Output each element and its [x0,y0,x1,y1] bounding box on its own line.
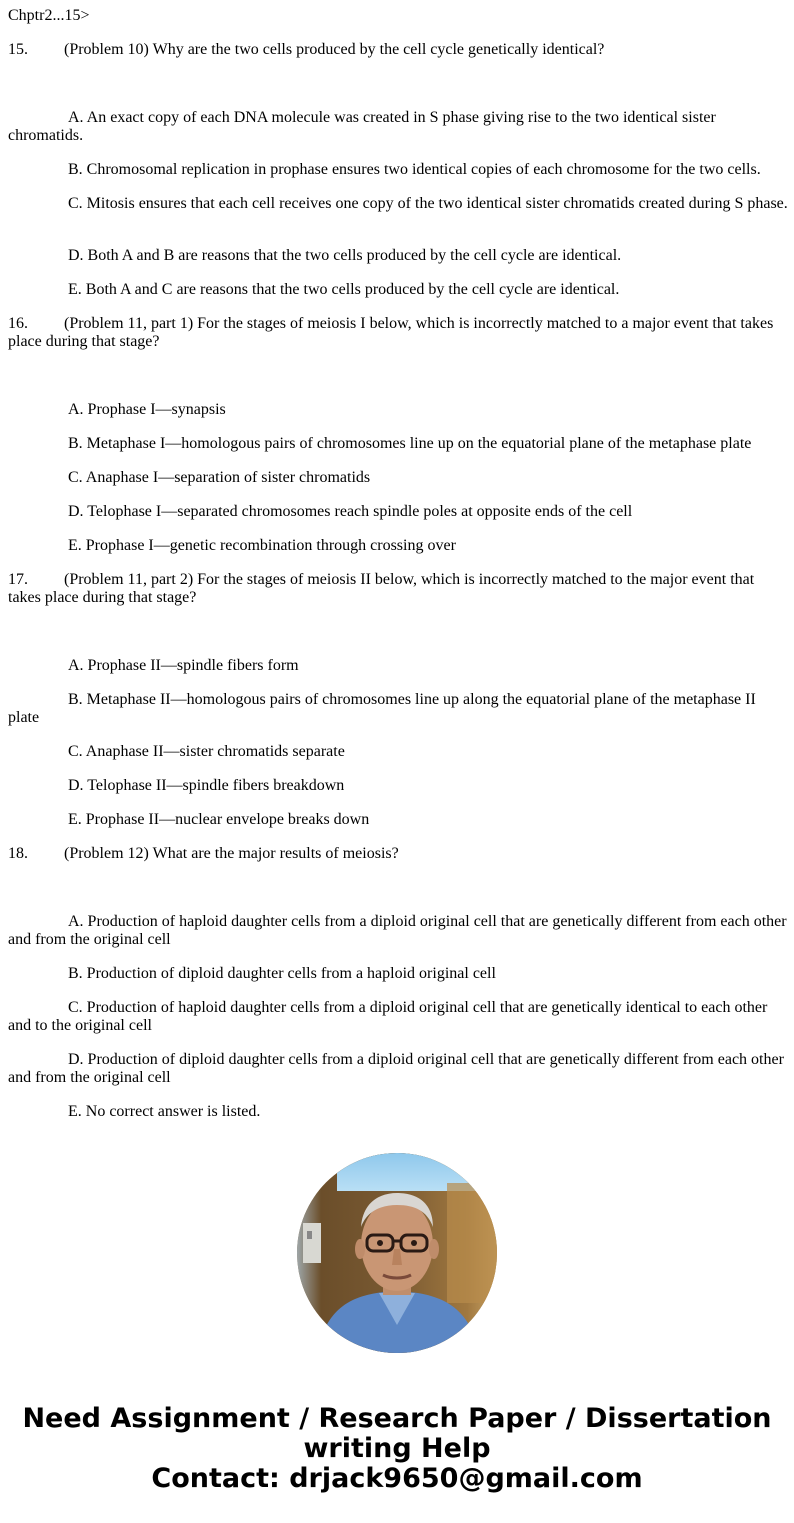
question-15 [8,41,788,59]
option-17-d: D. Telophase II—spindle fibers breakdown [68,777,345,794]
question-number: 18. [8,845,28,862]
option-18-d: D. Production of diploid daughter cells from a diploid original cell that are genetically different from each other and from the original cell [8,1051,784,1086]
question-16 [8,315,788,351]
promo-line-1: Need Assignment / Research Paper / Dissertation [22,1403,772,1434]
promo-line-2: writing Help [303,1433,491,1464]
question-text: (Problem 11, part 2) For the stages of meiosis II below, which is incorrectly matched to the major event that takes place during that stage? [8,571,755,606]
option-16-b: B. Metaphase I—homologous pairs of chromosomes line up on the equatorial plane of the metaphase plate [68,435,752,452]
option-15-d: D. Both A and B are reasons that the two cells produced by the cell cycle are identical. [68,247,622,264]
option-15-a: A. An exact copy of each DNA molecule was created in S phase giving rise to the two identical sister chromatids. [8,109,716,144]
question-text: (Problem 11, part 1) For the stages of meiosis I below, which is incorrectly matched to a major event that takes place during that stage? [8,315,774,350]
author-photo [297,1153,497,1353]
option-18-a: A. Production of haploid daughter cells from a diploid original cell that are genetically different from each other and from the original cell [8,913,787,948]
portrait-illustration [297,1153,497,1353]
option-17-a: A. Prophase II—spindle fibers form [68,657,299,674]
question-text: (Problem 10) Why are the two cells produced by the cell cycle genetically identical? [64,41,605,58]
question-17 [8,571,788,607]
option-15-e: E. Both A and C are reasons that the two cells produced by the cell cycle are identical. [68,281,620,298]
option-16-c: C. Anaphase I—separation of sister chromatids [68,469,371,486]
option-16-d: D. Telophase I—separated chromosomes reach spindle poles at opposite ends of the cell [68,503,633,520]
promo-contact: Contact: drjack9650@gmail.com [151,1463,643,1494]
option-17-e: E. Prophase II—nuclear envelope breaks down [68,811,370,828]
document-header: Chptr2...15> [8,7,90,24]
question-number: 16. [8,315,28,332]
option-18-b: B. Production of diploid daughter cells from a haploid original cell [68,965,496,982]
question-18 [8,845,788,863]
option-17-b: B. Metaphase II—homologous pairs of chromosomes line up along the equatorial plane of the metaphase II plate [8,691,756,726]
option-15-c: C. Mitosis ensures that each cell receives one copy of the two identical sister chromatids created during S phase. [68,195,788,212]
question-number: 15. [8,41,28,58]
option-16-a: A. Prophase I—synapsis [68,401,226,418]
question-text: (Problem 12) What are the major results of meiosis? [64,845,399,862]
promo-footer [0,1404,794,1494]
option-16-e: E. Prophase I—genetic recombination through crossing over [68,537,456,554]
option-17-c: C. Anaphase II—sister chromatids separate [68,743,345,760]
option-18-e: E. No correct answer is listed. [68,1103,261,1120]
option-18-c: C. Production of haploid daughter cells from a diploid original cell that are genetically identical to each other and to the original cell [8,999,768,1034]
question-number: 17. [8,571,28,588]
option-15-b: B. Chromosomal replication in prophase ensures two identical copies of each chromosome for the two cells. [68,161,761,178]
